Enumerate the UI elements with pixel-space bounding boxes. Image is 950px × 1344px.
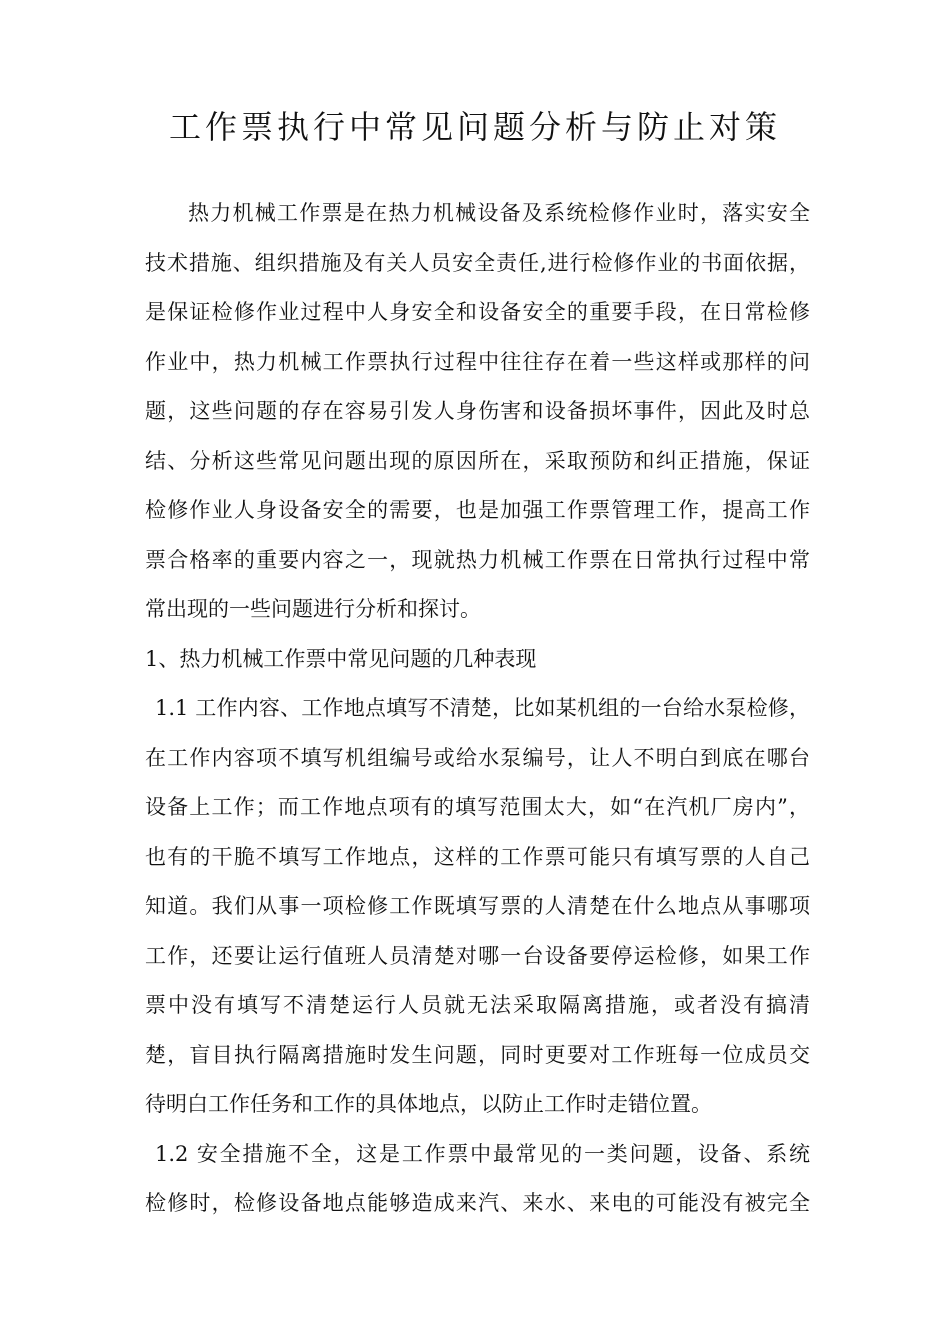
paragraph-line: 待明白工作任务和工作的具体地点，以防止工作时走错位置。 bbox=[145, 1092, 712, 1116]
paragraph-line: 技术措施、组织措施及有关人员安全责任,进行检修作业的书面依据， bbox=[145, 251, 810, 275]
paragraph-line: 检修作业人身设备安全的需要，也是加强工作票管理工作，提高工作 bbox=[145, 498, 810, 522]
paragraph-line: 工作，还要让运行值班人员清楚对哪一台设备要停运检修，如果工作 bbox=[145, 944, 810, 968]
page-title: 工作票执行中常见问题分析与防止对策 bbox=[168, 108, 781, 146]
paragraph-line: 在工作内容项不填写机组编号或给水泵编号，让人不明白到底在哪台 bbox=[145, 746, 810, 770]
paragraph-line: 知道。我们从事一项检修工作既填写票的人清楚在什么地点从事哪项 bbox=[145, 894, 810, 918]
paragraph-line: 是保证检修作业过程中人身安全和设备安全的重要手段，在日常检修 bbox=[145, 300, 810, 324]
paragraph-line: 热力机械工作票是在热力机械设备及系统检修作业时，落实安全 bbox=[188, 201, 810, 225]
paragraph-line: 也有的干脆不填写工作地点，这样的工作票可能只有填写票的人自己 bbox=[145, 845, 810, 869]
paragraph-line: 1.2 安全措施不全，这是工作票中最常见的一类问题，设备、系统 bbox=[155, 1142, 810, 1166]
paragraph-line: 楚，盲目执行隔离措施时发生问题，同时更要对工作班每一位成员交 bbox=[145, 1043, 810, 1067]
paragraph-line: 检修时，检修设备地点能够造成来汽、来水、来电的可能没有被完全 bbox=[145, 1191, 810, 1215]
paragraph-line: 题，这些问题的存在容易引发人身伤害和设备损坏事件，因此及时总 bbox=[145, 399, 810, 423]
paragraph-line: 常出现的一些问题进行分析和探讨。 bbox=[145, 597, 481, 621]
paragraph-line: 设备上工作；而工作地点项有的填写范围太大，如“在汽机厂房内”， bbox=[145, 795, 810, 819]
paragraph-line: 结、分析这些常见问题出现的原因所在，采取预防和纠正措施，保证 bbox=[145, 449, 810, 473]
paragraph-line: 票合格率的重要内容之一，现就热力机械工作票在日常执行过程中常 bbox=[145, 548, 810, 572]
paragraph-line: 票中没有填写不清楚运行人员就无法采取隔离措施，或者没有搞清 bbox=[145, 993, 810, 1017]
paragraph-line: 作业中，热力机械工作票执行过程中往往存在着一些这样或那样的问 bbox=[145, 350, 810, 374]
paragraph-line: 1.1 工作内容、工作地点填写不清楚，比如某机组的一台给水泵检修， bbox=[155, 696, 810, 720]
section-heading: 1、热力机械工作票中常见问题的几种表现 bbox=[145, 647, 537, 671]
